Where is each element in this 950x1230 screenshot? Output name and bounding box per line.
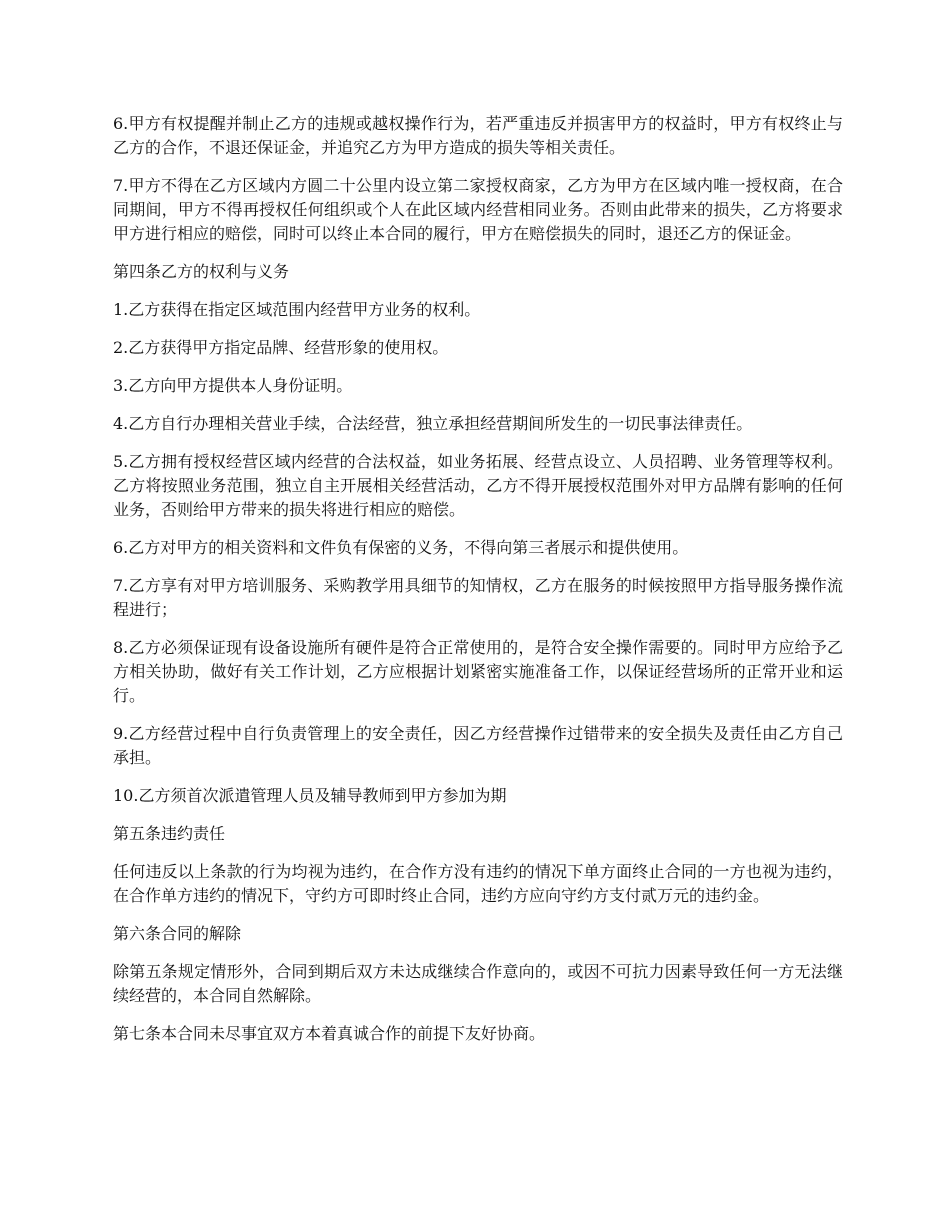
- clause-contract-termination: 除第五条规定情形外，合同到期后双方未达成继续合作意向的，或因不可抗力因素导致任何一方无法继续经营的，本合同自然解除。: [113, 962, 843, 1005]
- section-heading-article-4: 第四条乙方的权利与义务: [113, 262, 290, 281]
- clause-b5-territory-rights: 5.乙方拥有授权经营区域内经营的合法权益，如业务拓展、经营点设立、人员招聘、业务管理等权利。乙方将按照业务范围，独立自主开展相关经营活动，乙方不得开展授权范围外对甲方品牌有影响的任何业务，否则给甲方带来的损失将进行相应的赔偿。: [113, 452, 843, 519]
- clause-b9-safety-responsibility: 9.乙方经营过程中自行负责管理上的安全责任，因乙方经营操作过错带来的安全损失及责任由乙方自己承担。: [113, 724, 843, 767]
- document-page: [113, 112, 843, 1060]
- section-heading-article-6: 第六条合同的解除: [113, 924, 242, 943]
- clause-b1-business-rights: 1.乙方获得在指定区域范围内经营甲方业务的权利。: [113, 300, 481, 319]
- clause-b8-equipment-safety: 8.乙方必须保证现有设备设施所有硬件是符合正常使用的，是符合安全操作需要的。同时甲方应给予乙方相关协助，做好有关工作计划，乙方应根据计划紧密实施准备工作，以保证经营场所的正常开业和运行。: [113, 638, 843, 705]
- clause-b2-brand-usage: 2.乙方获得甲方指定品牌、经营形象的使用权。: [113, 338, 449, 357]
- section-heading-article-5: 第五条违约责任: [113, 824, 226, 843]
- clause-a7-exclusive-territory: 7.甲方不得在乙方区域内方圆二十公里内设立第二家授权商家，乙方为甲方在区域内唯一授权商，在合同期间，甲方不得再授权任何组织或个人在此区域内经营相同业务。否则由此带来的损失，乙方将要求甲方进行相应的赔偿，同时可以终止本合同的履行，甲方在赔偿损失的同时，退还乙方的保证金。: [113, 176, 843, 243]
- clause-breach-liability: 任何违反以上条款的行为均视为违约，在合作方没有违约的情况下单方面终止合同的一方也视为违约，在合作单方违约的情况下，守约方可即时终止合同，违约方应向守约方支付贰万元的违约金。: [113, 862, 843, 905]
- clause-b10-training: 10.乙方须首次派遣管理人员及辅导教师到甲方参加为期: [113, 786, 507, 805]
- clause-b4-business-license: 4.乙方自行办理相关营业手续，合法经营，独立承担经营期间所发生的一切民事法律责任。: [113, 414, 753, 433]
- clause-b3-identity-proof: 3.乙方向甲方提供本人身份证明。: [113, 376, 353, 395]
- section-heading-article-7: 第七条本合同未尽事宜双方本着真诚合作的前提下友好协商。: [113, 1024, 546, 1043]
- clause-b7-right-to-know: 7.乙方享有对甲方培训服务、采购教学用具细节的知情权，乙方在服务的时候按照甲方指导服务操作流程进行；: [113, 576, 843, 619]
- clause-a6-terminate-cooperation: 6.甲方有权提醒并制止乙方的违规或越权操作行为，若严重违反并损害甲方的权益时，甲方有权终止与乙方的合作，不退还保证金，并追究乙方为甲方造成的损失等相关责任。: [113, 114, 843, 157]
- clause-b6-confidentiality: 6.乙方对甲方的相关资料和文件负有保密的义务，不得向第三者展示和提供使用。: [113, 538, 689, 557]
